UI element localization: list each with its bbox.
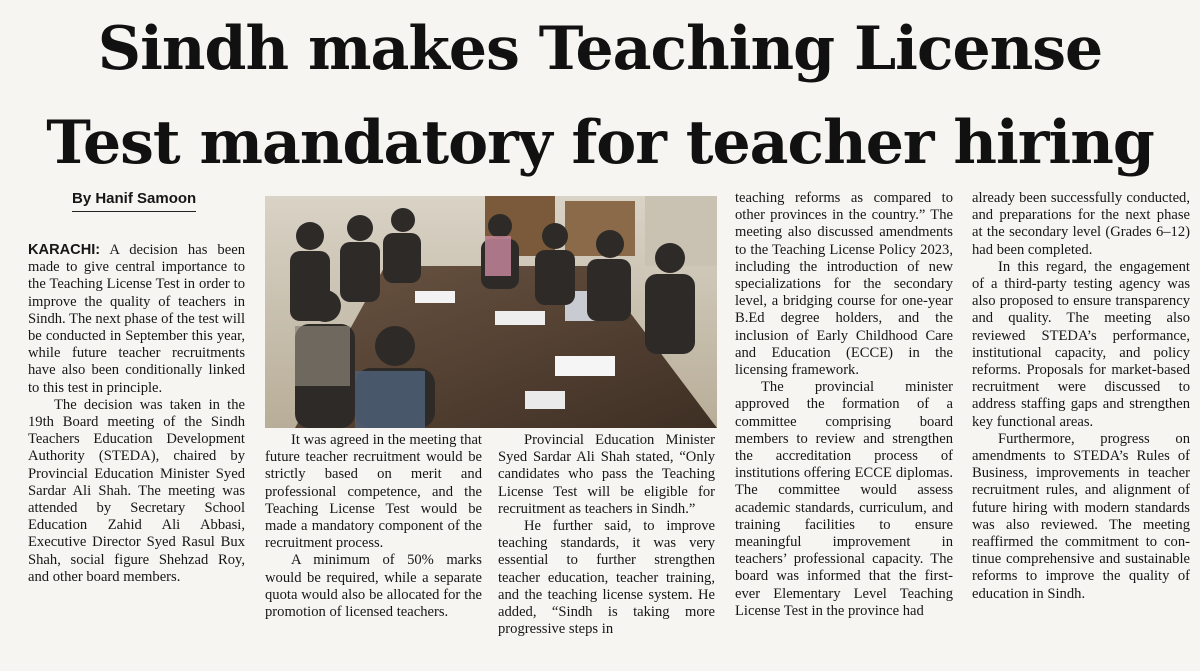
paragraph-text: A decision has been made to give central importance to the Teaching License Test in order to improve the quality of teachers in Sindh. The next phase of the test will be conducted in September this year, while future teacher recruitments have also been conditionally linked to this test in principle. <box>28 242 245 396</box>
article-column-5 <box>972 190 1190 603</box>
meeting-photo <box>265 196 717 428</box>
article-column-3 <box>498 432 715 638</box>
headline-line-2: Test mandatory for teacher hiring <box>46 108 1154 178</box>
article-paragraph: A minimum of 50% marks would be required, while a separate quota would also be allocated for the promotion of licensed teachers. <box>265 552 482 621</box>
article-paragraph: It was agreed in the meeting that future teacher recruitment would be strictly based on merit and professional competence, and the Teaching License Test would be made a mandatory component of the recruitment process. <box>265 432 482 552</box>
article-paragraph: In this regard, the engagement of a third-party testing agency was also proposed to ensure transparency and quality. The meeting also reviewed STEDA’s performance, institutional capacity, and policy reforms. Proposals for market-based recruitment were discussed to address staffing gaps and strengthen key functional areas. <box>972 258 1190 430</box>
headline-line-1: Sindh makes Teaching License <box>97 14 1103 84</box>
article-column-1 <box>28 242 245 586</box>
meeting-photo-icon <box>265 196 717 428</box>
article-paragraph: already been successfully conducted, and preparations for the next phase at the secondary level (Grades 6–12) had been completed. <box>972 190 1190 258</box>
article-paragraph: The provincial minister approved the formation of a committee comprising board members to review and strengthen the accreditation process of institutions offering ECCE diplomas. The committee would assess academic standards, curriculum, and training facilities to ensure meaningful improvement in teachers’ professional capacity. The board was informed that the first-ever Elementary Level Teaching License Test in the province had <box>735 379 953 619</box>
article-paragraph: Provincial Education Minister Syed Sardar Ali Shah stated, “Only candidates who pass the Teaching License Test will be eligible for recruitment as teachers in Sindh.” <box>498 432 715 517</box>
article-paragraph: Furthermore, progress on amendments to STEDA’s Rules of Business, improvements in teacher recruitment rules, and alignment of future hiring with modern standards was also reviewed. The meeting reaffirmed the commitment to continue comprehensive and sustainable reforms to improve the quality of education in Sindh. <box>972 430 1190 602</box>
article-column-2 <box>265 432 482 621</box>
article-paragraph: The decision was taken in the 19th Board meeting of the Sindh Teachers Education Development Authority (STEDA), chaired by Provincial Education Minister Syed Sardar Ali Shah. The meeting was attended by Secretary School Education Zahid Ali Abbasi, Executive Director Syed Rasul Bux Shah, social figure Shehzad Roy, and other board members. <box>28 396 245 585</box>
byline: By Hanif Samoon <box>72 190 196 212</box>
dateline: KARACHI: <box>28 242 101 258</box>
article-paragraph <box>28 242 245 397</box>
article-paragraph: He further said, to improve teaching standards, it was very essential to further strengthen teacher education, teacher training, and the teaching license system. He added, “Sindh is taking more progressive steps in <box>498 518 715 638</box>
article-paragraph: teaching reforms as compared to other provinces in the country.” The meeting also discussed amendments to the Teaching License Policy 2023, including the introduction of new specializations for the secondary level, a bridging course for one-year B.Ed degree holders, and the inclusion of Early Childhood Care and Education (ECCE) in the licensing framework. <box>735 190 953 379</box>
article-column-4 <box>735 190 953 620</box>
